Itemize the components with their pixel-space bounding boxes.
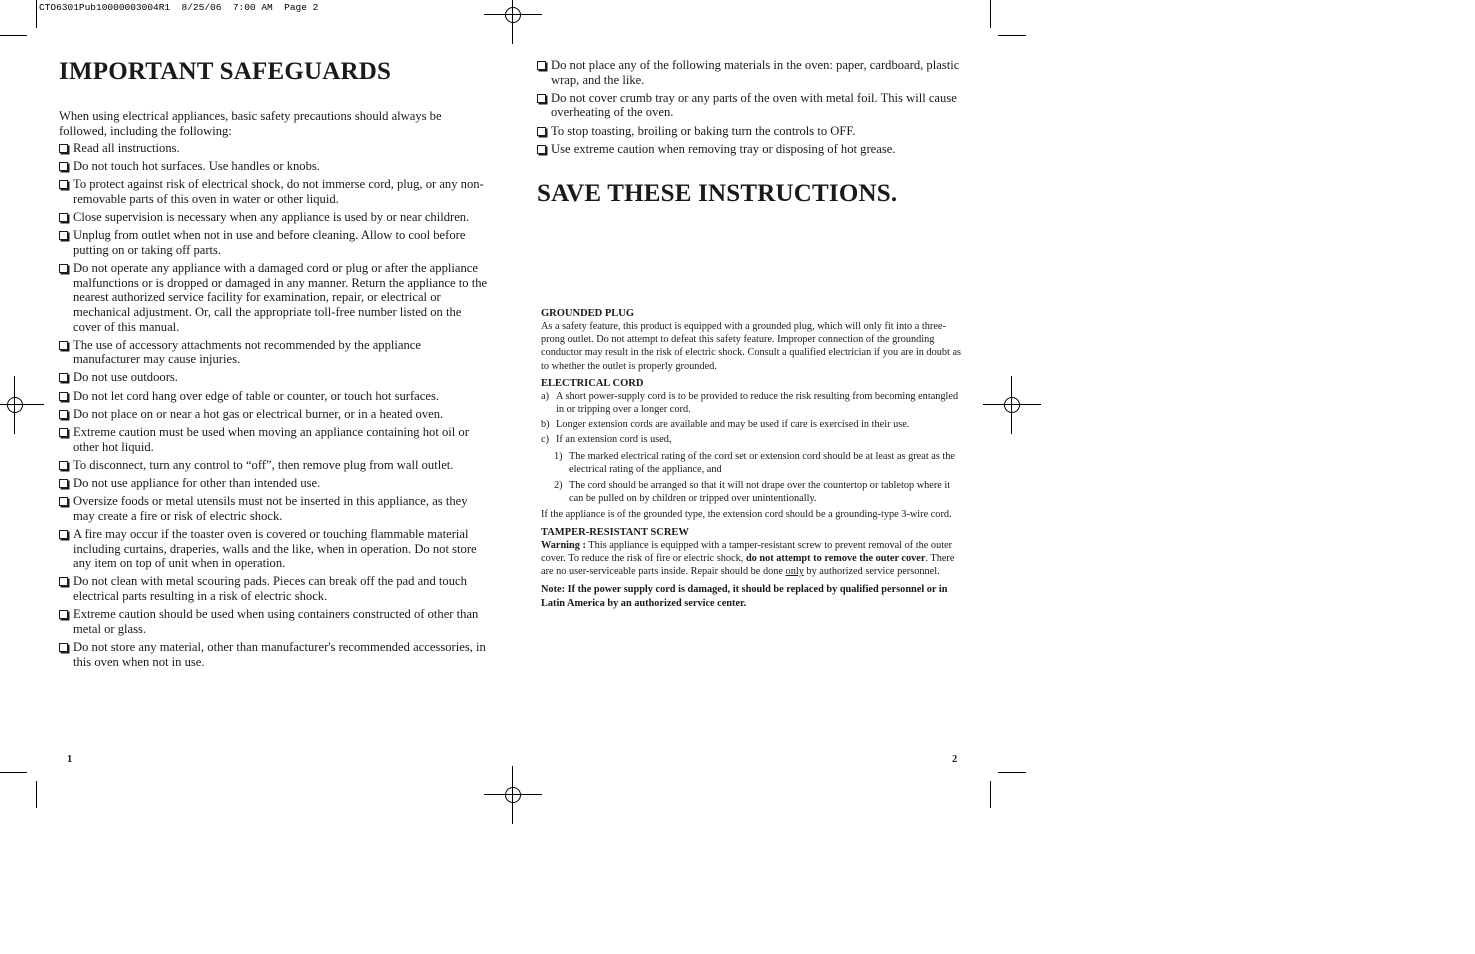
checkbox-bullet-icon [59, 610, 68, 619]
intro-text: When using electrical appliances, basic safety precautions should always be followed, including the following: [59, 109, 442, 138]
checkbox-bullet-icon [59, 461, 68, 470]
list-item: Do not cover crumb tray or any parts of the oven with metal foil. This will cause overheating of the oven. [537, 91, 967, 120]
grounded-plug-heading: GROUNDED PLUG [541, 308, 635, 319]
checkbox-bullet-icon [59, 373, 68, 382]
list-item: Do not place on or near a hot gas or electrical burner, or in a heated oven. [59, 407, 489, 422]
warning-label: Warning : [541, 539, 586, 551]
registration-mark-top [484, 0, 542, 44]
do-not-remove-cover: do not attempt to remove the outer cover [745, 553, 926, 565]
list-item: A fire may occur if the toaster oven is covered or touching flammable material including curtains, draperies, walls and the like, when in operation. Do not store any item on top of unit when in operation. [59, 527, 489, 571]
list-item: 1) The marked electrical rating of the cord set or extension cord should be at least as great as the electrical rating of the appliance, and [554, 450, 955, 475]
checkbox-bullet-icon [537, 145, 546, 154]
printer-slug: CTO6301Pub10000003004R1 8/25/06 7:00 AM Page 2 [39, 2, 319, 13]
important-safeguards-title: IMPORTANT SAFEGUARDS [59, 58, 392, 85]
power-cord-note: Note: If the power supply cord is damaged, it should be replaced by qualified personnel or in Latin America by an authorized service center. [541, 584, 948, 609]
checkbox-bullet-icon [59, 264, 68, 273]
checkbox-bullet-icon [59, 213, 68, 222]
list-item: Extreme caution should be used when using containers constructed of other than metal or glass. [59, 607, 489, 636]
safeguards-list [59, 141, 489, 669]
list-item: To disconnect, turn any control to “off”, then remove plug from wall outlet. [59, 458, 489, 473]
list-item: Use extreme caution when removing tray or disposing of hot grease. [537, 142, 967, 157]
list-item: a) A short power-supply cord is to be provided to reduce the risk resulting from becoming entangled in or tripping over a longer cord. [541, 390, 959, 416]
page-number-right: 2 [952, 754, 958, 765]
checkbox-bullet-icon [537, 127, 546, 136]
registration-mark-right [983, 376, 1041, 434]
list-item: Do not use appliance for other than intended use. [59, 476, 489, 491]
list-item: Close supervision is necessary when any appliance is used by or near children. [59, 210, 489, 225]
grounding-info-block [541, 308, 966, 615]
left-page [59, 58, 489, 673]
crop-mark [998, 772, 1026, 773]
grounded-plug-text: As a safety feature, this product is equipped with a grounded plug, which will only fit into a three-prong outlet. Do not attempt to defeat this safety feature. Improper connection of the grounding conductor may result in the risk of electric shock. Consult a qualified electrician if you are in doubt as to whether the outlet is properly grounded. [541, 321, 962, 372]
crop-mark [990, 0, 991, 28]
list-item: 2) The cord should be arranged so that it will not drape over the countertop or tabletop where it can be pulled on by children or tripped over unintentionally. [554, 479, 951, 504]
list-item: b) Longer extension cords are available and may be used if care is exercised in their use. [541, 419, 910, 431]
list-item: Do not place any of the following materials in the oven: paper, cardboard, plastic wrap, and the like. [537, 58, 967, 87]
electrical-cord-list [541, 390, 966, 447]
crop-mark [990, 781, 991, 808]
list-item: To protect against risk of electrical shock, do not immerse cord, plug, or any non-removable parts of this oven in water or other liquid. [59, 177, 489, 206]
checkbox-bullet-icon [59, 144, 68, 153]
only-underlined: only [785, 566, 804, 578]
crop-mark [0, 35, 27, 36]
registration-mark-left [0, 376, 44, 434]
tamper-resistant-heading: TAMPER-RESISTANT SCREW [541, 526, 689, 538]
crop-mark [36, 781, 37, 808]
list-item: Do not use outdoors. [59, 370, 489, 385]
grounding-type-text: If the appliance is of the grounded type, the extension cord should be a grounding-type 3-wire cord. [541, 508, 952, 520]
checkbox-bullet-icon [537, 61, 546, 70]
checkbox-bullet-icon [537, 94, 546, 103]
safeguards-list-continued [537, 58, 967, 156]
save-instructions-title: SAVE THESE INSTRUCTIONS. [537, 180, 898, 208]
crop-mark [0, 772, 27, 773]
checkbox-bullet-icon [59, 428, 68, 437]
checkbox-bullet-icon [59, 643, 68, 652]
checkbox-bullet-icon [59, 231, 68, 240]
checkbox-bullet-icon [59, 497, 68, 506]
list-item: The use of accessory attachments not recommended by the appliance manufacturer may cause injuries. [59, 338, 489, 367]
checkbox-bullet-icon [59, 162, 68, 171]
checkbox-bullet-icon [59, 479, 68, 488]
checkbox-bullet-icon [59, 577, 68, 586]
checkbox-bullet-icon [59, 341, 68, 350]
list-item: c) If an extension cord is used, [541, 434, 672, 446]
list-item: Do not operate any appliance with a damaged cord or plug or after the appliance malfunctions or is dropped or damaged in any manner. Return the appliance to the nearest authorized service facility for examination, repair, or electrical or mechanical adjustment. Or, call the appropriate toll-free number listed on the cover of this manual. [59, 261, 489, 334]
list-item: To stop toasting, broiling or baking turn the controls to OFF. [537, 124, 967, 139]
list-item: Do not clean with metal scouring pads. Pieces can break off the pad and touch electrical parts resulting in a risk of electric shock. [59, 574, 489, 603]
registration-mark-bottom [484, 766, 542, 824]
tamper-warning-text: Warning : This appliance is equipped with a tamper-resistant screw to prevent removal of the outer cover. To reduce the risk of fire or electric shock, do not attempt to remove the outer cover. There are no user-serviceable parts inside. Repair should be done only by authorized service personnel. [541, 539, 955, 578]
list-item: Do not store any material, other than manufacturer's recommended accessories, in this oven when not in use. [59, 640, 489, 669]
extension-cord-sublist [541, 450, 966, 505]
crop-mark [36, 0, 37, 28]
electrical-cord-heading: ELECTRICAL CORD [541, 377, 644, 389]
list-item: Read all instructions. [59, 141, 489, 156]
checkbox-bullet-icon [59, 530, 68, 539]
page-number-left: 1 [67, 754, 73, 765]
list-item: Do not let cord hang over edge of table or counter, or touch hot surfaces. [59, 389, 489, 404]
checkbox-bullet-icon [59, 410, 68, 419]
list-item: Oversize foods or metal utensils must not be inserted in this appliance, as they may create a fire or risk of electric shock. [59, 494, 489, 523]
right-page [537, 58, 967, 208]
crop-mark [998, 35, 1026, 36]
checkbox-bullet-icon [59, 180, 68, 189]
list-item: Extreme caution must be used when moving an appliance containing hot oil or other hot liquid. [59, 425, 489, 454]
list-item: Unplug from outlet when not in use and before cleaning. Allow to cool before putting on or taking off parts. [59, 228, 489, 257]
list-item: Do not touch hot surfaces. Use handles or knobs. [59, 159, 489, 174]
checkbox-bullet-icon [59, 392, 68, 401]
